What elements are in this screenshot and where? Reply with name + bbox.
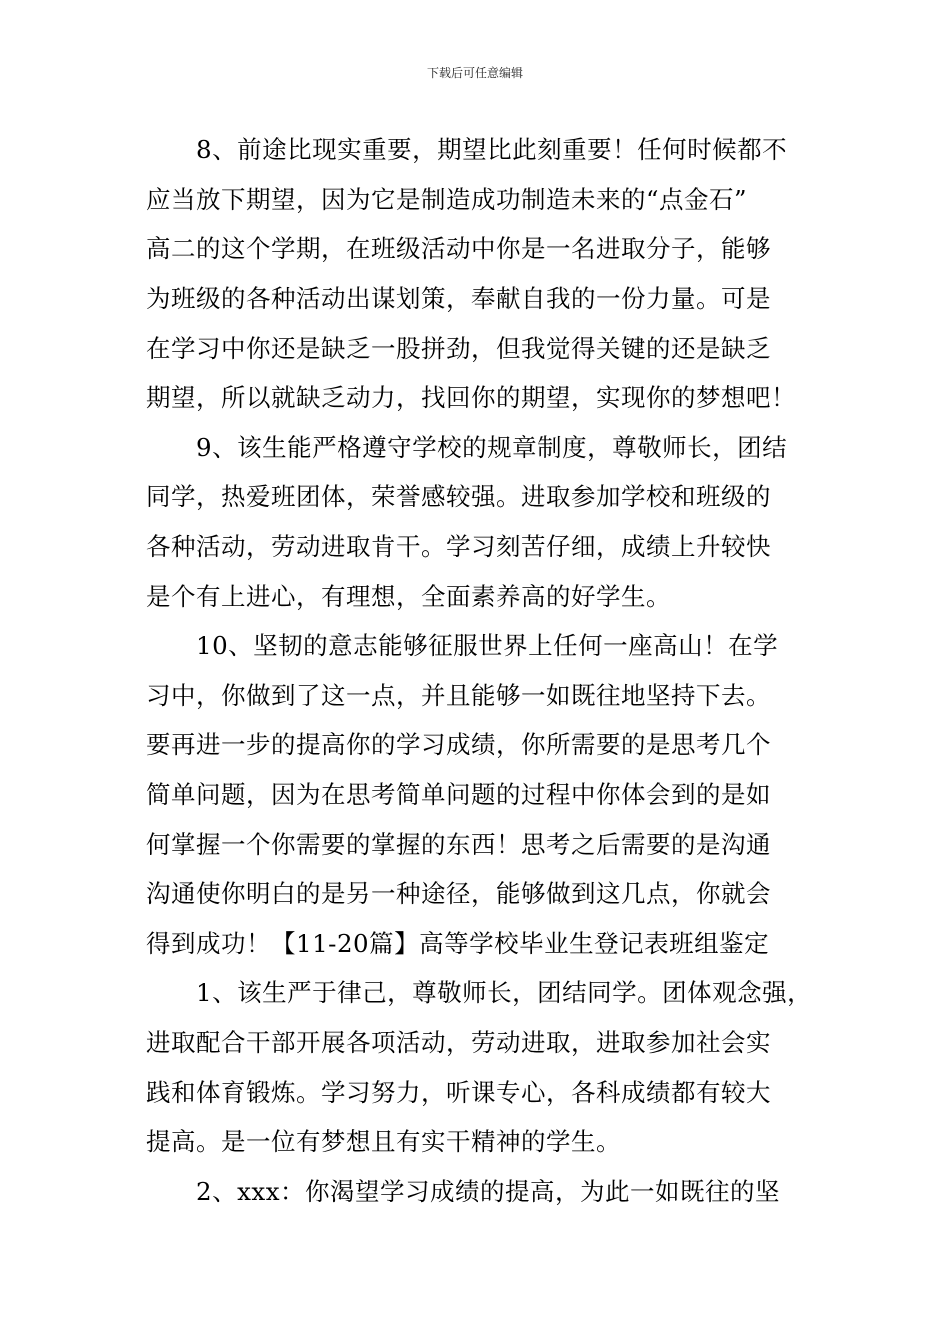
- text-line: 践和体育锻炼。学习努力，听课专心，各科成绩都有较大: [146, 1078, 771, 1107]
- text-line: 2、xxx：你渴望学习成绩的提高，为此一如既往的坚: [196, 1177, 781, 1206]
- text-line: 进取配合干部开展各项活动，劳动进取，进取参加社会实: [146, 1028, 771, 1057]
- text-line: 同学，热爱班团体，荣誉感较强。进取参加学校和班级的: [146, 482, 771, 511]
- text-line: 8、前途比现实重要，期望比此刻重要！任何时候都不: [196, 135, 788, 164]
- text-line: 是个有上进心，有理想，全面素养高的好学生。: [146, 582, 671, 611]
- text-line: 应当放下期望，因为它是制造成功制造未来的“点金石”: [146, 185, 748, 214]
- text-line: 为班级的各种活动出谋划策，奉献自我的一份力量。可是: [146, 284, 771, 313]
- text-line: 9、该生能严格遵守学校的规章制度，尊敬师长，团结: [196, 433, 788, 462]
- text-line: 提高。是一位有梦想且有实干精神的学生。: [146, 1127, 621, 1156]
- text-line: 在学习中你还是缺乏一股拼劲，但我觉得关键的还是缺乏: [146, 334, 771, 363]
- text-line: 10、坚韧的意志能够征服世界上任何一座高山！在学: [196, 631, 779, 660]
- text-line: 要再进一步的提高你的学习成绩，你所需要的是思考几个: [146, 730, 771, 759]
- text-line: 1、该生严于律己，尊敬师长，团结同学。团体观念强，: [196, 978, 813, 1007]
- text-line: 高二的这个学期，在班级活动中你是一名进取分子，能够: [146, 234, 771, 263]
- text-line: 何掌握一个你需要的掌握的东西！思考之后需要的是沟通: [146, 830, 771, 859]
- text-line: 得到成功！【11-20篇】高等学校毕业生登记表班组鉴定: [146, 929, 770, 958]
- text-line: 习中，你做到了这一点，并且能够一如既往地坚持下去。: [146, 681, 771, 710]
- text-line: 各种活动，劳动进取肯干。学习刻苦仔细，成绩上升较快: [146, 532, 771, 561]
- text-line: 期望，所以就缺乏动力，找回你的期望，实现你的梦想吧！: [146, 383, 796, 412]
- page-header: 下载后可任意编辑: [426, 66, 523, 80]
- text-line: 简单问题，因为在思考简单问题的过程中你体会到的是如: [146, 780, 771, 809]
- text-line: 沟通使你明白的是另一种途径，能够做到这几点，你就会: [146, 879, 771, 908]
